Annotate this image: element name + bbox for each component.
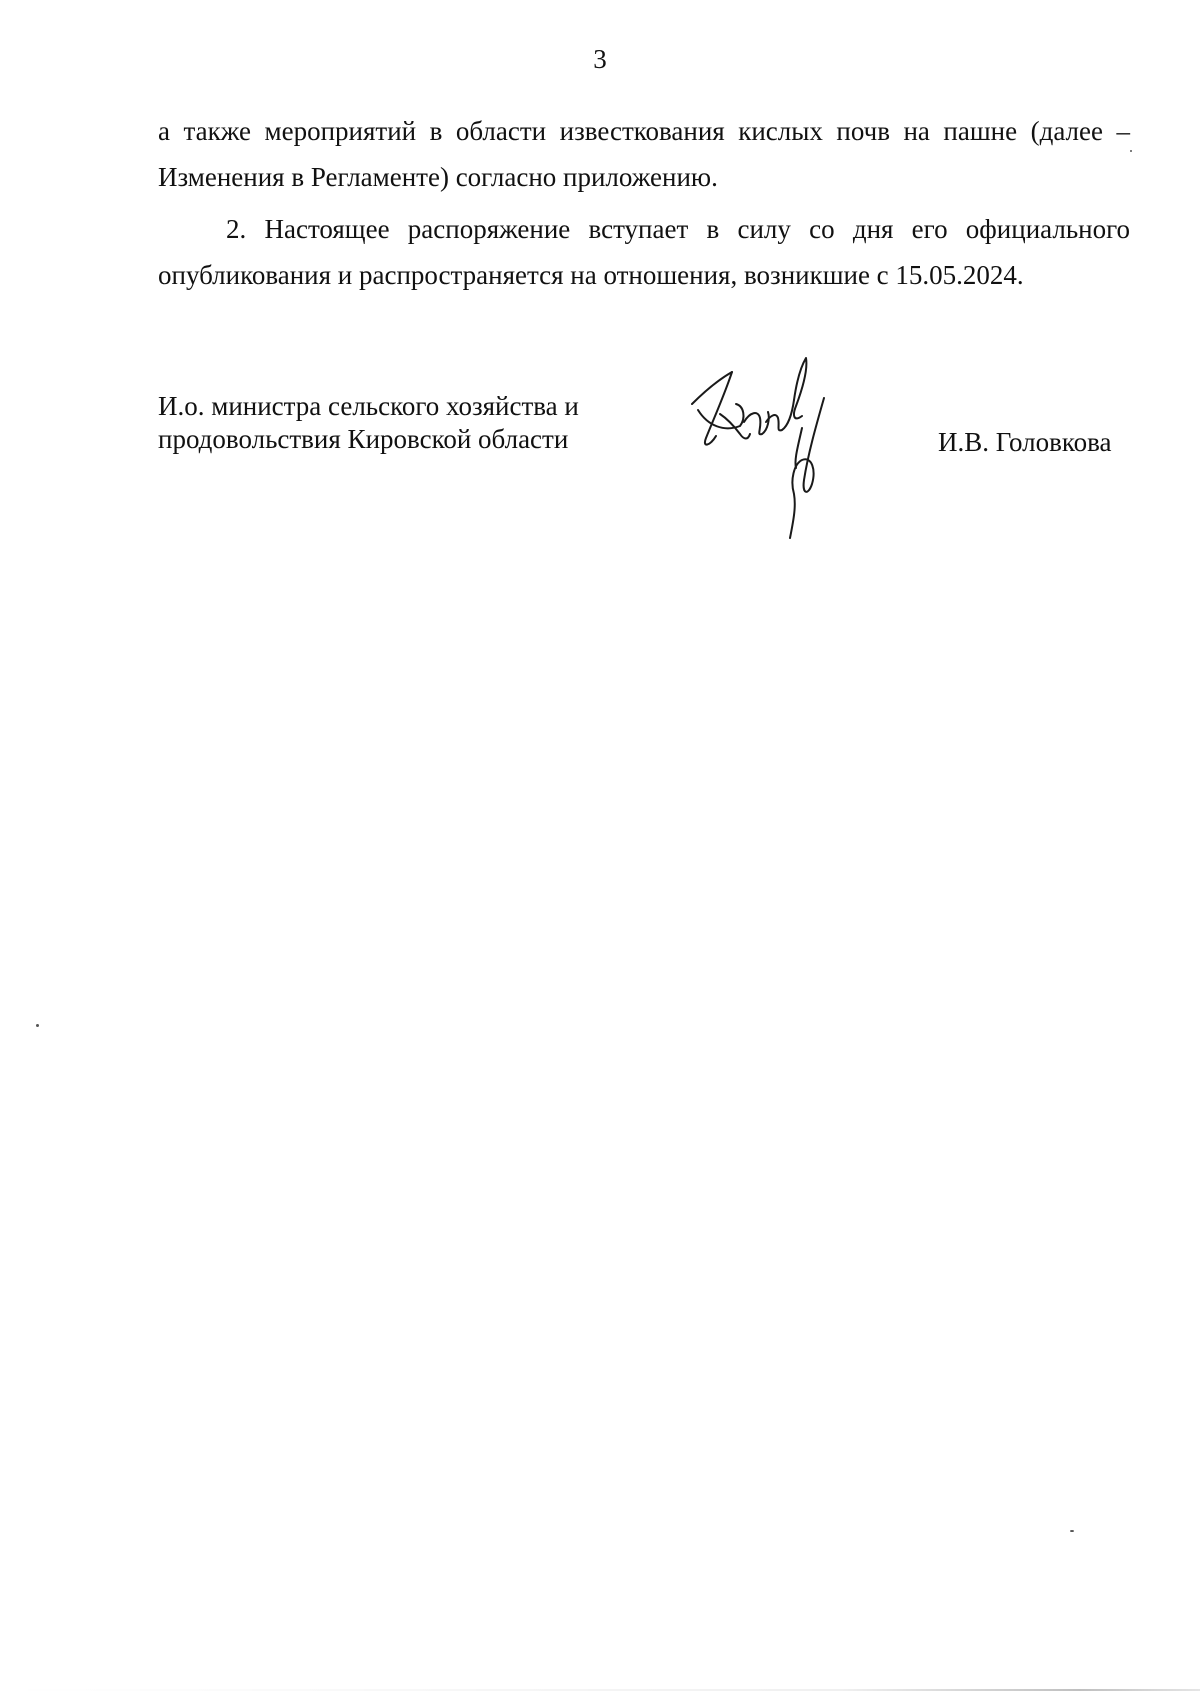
scan-speck [1070, 1530, 1074, 1532]
scan-edge-line [0, 1689, 1200, 1691]
paragraph-item-2: 2. Настоящее распоряжение вступает в силу со дня его официального опубликования и распространяется на отношения, возникшие с 15.05.2024. [158, 214, 1130, 290]
signatory-name: И.В. Головкова [938, 427, 1112, 457]
page-number: 3 [593, 44, 607, 74]
handwritten-signature [684, 356, 854, 546]
signatory-position [158, 390, 579, 456]
scan-speck [1130, 150, 1132, 152]
scan-speck [36, 1024, 39, 1027]
paragraph-continuation: а также мероприятий в области известкования кислых почв на пашне (далее – Изменения в Регламенте) согласно приложению. [158, 116, 1130, 192]
signatory-position-line-2: продовольствия Кировской области [158, 424, 569, 454]
signatory-position-line-1: И.о. министра сельского хозяйства и [158, 391, 579, 421]
